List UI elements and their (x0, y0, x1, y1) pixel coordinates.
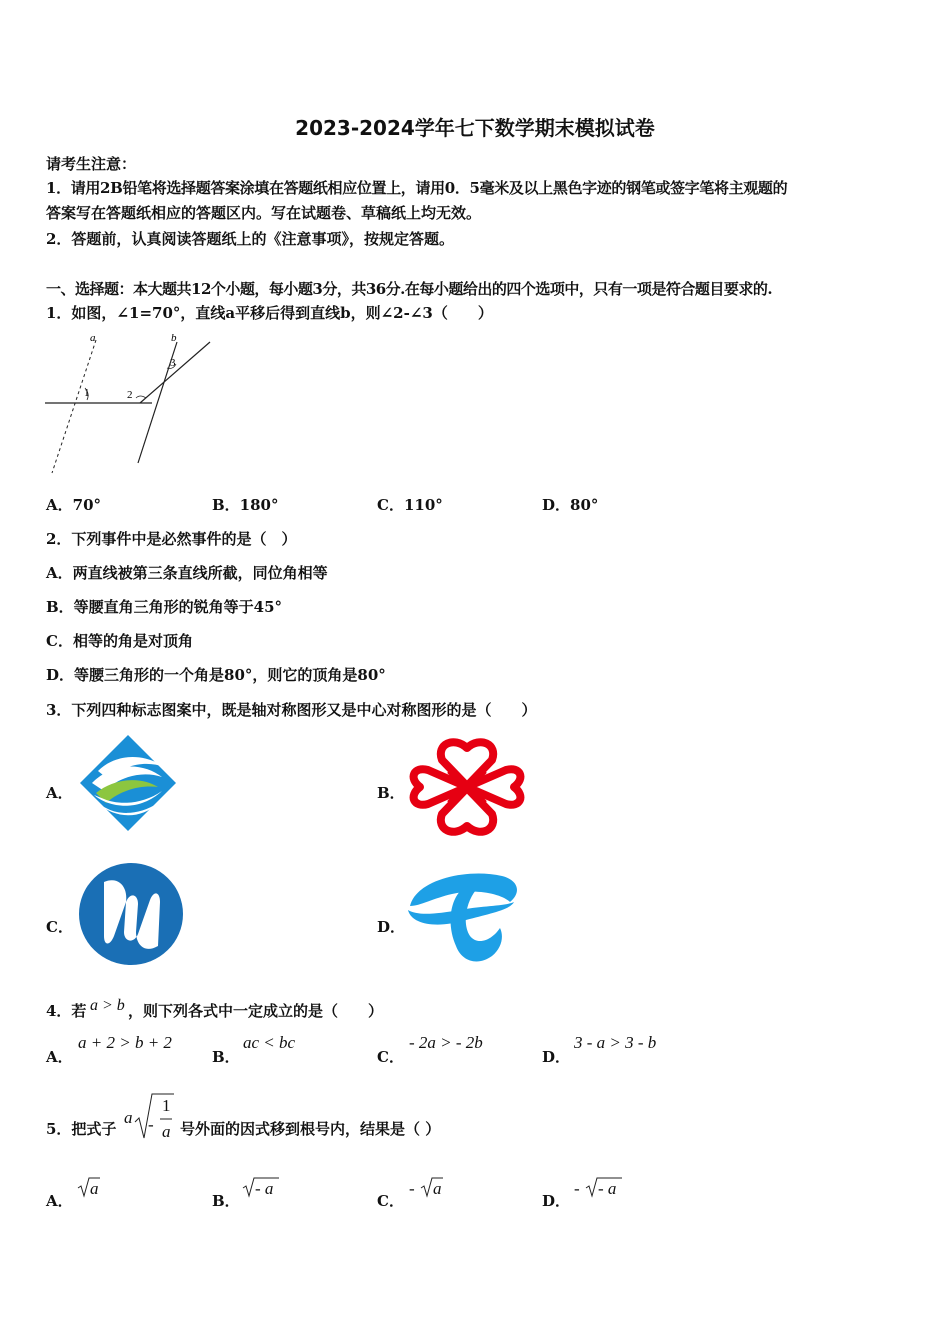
q3-label-b: B． (377, 784, 405, 802)
q2-option-b: B．等腰直角三角形的锐角等于45° (46, 598, 283, 616)
page-title: 2023-2024学年七下数学期末模拟试卷 (295, 116, 655, 140)
q2-option-c: C．相等的角是对顶角 (46, 632, 193, 650)
q1-figure (40, 328, 220, 478)
q5-label-b: B． (212, 1192, 240, 1210)
q5-coef: a (124, 1108, 133, 1127)
q1-label-a: a (90, 332, 96, 344)
q5-numerator: 1 (162, 1096, 171, 1115)
q4-label-c: C． (377, 1048, 404, 1066)
q1-stem: 1．如图，∠1=70°，直线a平移后得到直线b，则∠2-∠3（ ） (46, 304, 493, 322)
notice-line2: 2．答题前，认真阅读答题纸上的《注意事项》，按规定答题。 (46, 230, 454, 248)
q1-option-c: C．110° (377, 496, 443, 514)
q3-label-c: C． (46, 918, 73, 936)
q1-angle-2: 2 (127, 389, 133, 401)
q5-expr-b: - a (255, 1179, 274, 1198)
q2-option-d: D．等腰三角形的一个角是80°，则它的顶角是80° (46, 666, 386, 684)
q4-expr-c: - 2a > - 2b (409, 1033, 483, 1052)
china-mobile-logo (78, 733, 178, 833)
q4-label-d: D． (542, 1048, 571, 1066)
china-telecom-logo (406, 866, 520, 966)
q3-stem: 3．下列四种标志图案中，既是轴对称图形又是中心对称图形的是（ ） (46, 701, 537, 719)
notice-line1a: 1．请用2B铅笔将选择题答案涂填在答题纸相应位置上，请用0．5毫米及以上黑色字迹的钢笔或签字笔将主观题的 (46, 179, 788, 197)
q5-label-c: C． (377, 1192, 404, 1210)
china-unicom-logo (406, 738, 528, 836)
q1-option-b: B．180° (212, 496, 279, 514)
q5-stem-end: 号外面的因式移到根号内，结果是（ ） (180, 1120, 441, 1138)
q4-expr-d: 3 - a > 3 - b (574, 1033, 657, 1052)
q4-label-b: B． (212, 1048, 240, 1066)
q4-stem-end: ，则下列各式中一定成立的是（ ） (128, 1002, 384, 1020)
q5-prefix-d: - (574, 1179, 580, 1198)
q4-expr-a: a + 2 > b + 2 (78, 1033, 172, 1052)
notice-line1b: 答案写在答题纸相应的答题区内。写在试题卷、草稿纸上均无效。 (46, 204, 482, 222)
q5-expr-c: a (433, 1179, 442, 1198)
q4-stem-start: 4．若 (46, 1002, 87, 1020)
q5-expr-d: - a (598, 1179, 617, 1198)
q3-label-a: A． (46, 784, 73, 802)
q4-label-a: A． (46, 1048, 73, 1066)
q4-condition: a > b (90, 997, 125, 1014)
q5-minus: - (148, 1115, 154, 1134)
q1-angle-1: 1 (84, 387, 90, 399)
q5-prefix-c: - (409, 1179, 415, 1198)
q5-label-a: A． (46, 1192, 73, 1210)
q4-expr-b: ac < bc (243, 1033, 296, 1052)
notice-heading: 请考生注意： (46, 155, 137, 173)
section-heading: 一、选择题：本大题共12个小题，每小题3分，共36分.在每小题给出的四个选项中，只有一项是符合题目要求的. (46, 280, 773, 298)
q1-option-a: A．70° (46, 496, 102, 514)
q5-denominator: a (162, 1122, 171, 1141)
q2-stem: 2．下列事件中是必然事件的是（ ） (46, 530, 297, 548)
q1-angle-3: 3 (170, 357, 176, 369)
q5-label-d: D． (542, 1192, 571, 1210)
q1-label-b: b (171, 332, 177, 344)
china-netcom-logo (78, 862, 184, 966)
q5-expr-a: a (90, 1179, 99, 1198)
q1-option-d: D．80° (542, 496, 599, 514)
q5-stem-start: 5．把式子 (46, 1120, 117, 1138)
q3-label-d: D． (377, 918, 406, 936)
q2-option-a: A．两直线被第三条直线所截，同位角相等 (46, 564, 328, 582)
